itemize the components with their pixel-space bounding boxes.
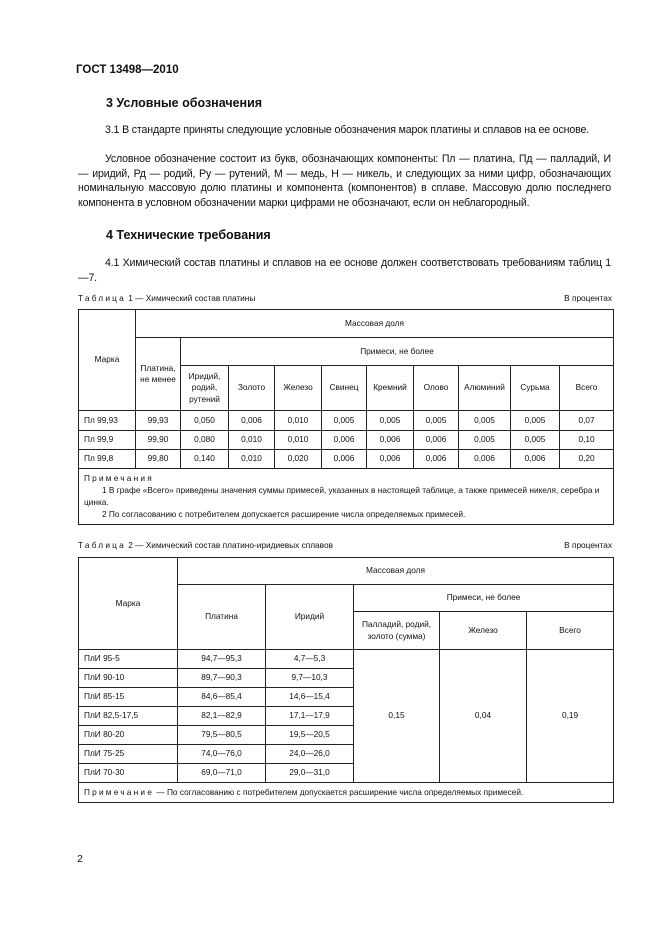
t1-cell: 0,010 <box>229 450 275 469</box>
t1-cell: 0,07 <box>560 411 614 431</box>
t1-cell: 99,93 <box>136 411 181 431</box>
t2-header-pd-rh-au: Палладий, родий, золото (сумма) <box>354 612 440 650</box>
t1-cell: 0,006 <box>414 450 459 469</box>
t2-cell: 17,1—17,9 <box>266 707 354 726</box>
t1-cell: 0,006 <box>367 450 414 469</box>
t2-header-iron: Железо <box>440 612 527 650</box>
t1-cell: 0,10 <box>560 431 614 450</box>
table-1-caption <box>78 293 255 303</box>
t1-header-col: Железо <box>275 366 322 411</box>
t1-cell: 0,005 <box>511 411 560 431</box>
t2-header-mark: Марка <box>79 558 178 650</box>
t1-cell: 0,005 <box>459 411 511 431</box>
t1-cell: 0,140 <box>181 450 229 469</box>
t2-cell: 29,0—31,0 <box>266 764 354 783</box>
t2-cell: 19,5—20,5 <box>266 726 354 745</box>
table-2-unit: В процентах <box>564 540 612 550</box>
t2-cell-mark: ПлИ 80-20 <box>79 726 178 745</box>
t2-cell: 94,7—95,3 <box>178 650 266 669</box>
t1-header-col: Алюминий <box>459 366 511 411</box>
t2-cell-total: 0,19 <box>527 650 614 783</box>
t2-cell: 89,7—90,3 <box>178 669 266 688</box>
t2-cell: 82,1—82,9 <box>178 707 266 726</box>
page-number: 2 <box>77 853 83 865</box>
table-1 <box>78 309 614 525</box>
t1-cell: 0,006 <box>322 431 367 450</box>
table-row <box>79 411 614 431</box>
t1-cell: 0,005 <box>414 411 459 431</box>
t1-header-mass-fraction: Массовая доля <box>136 310 614 338</box>
t1-cell-mark: Пл 99,93 <box>79 411 136 431</box>
table-1-caption-word: Таблица <box>78 293 126 303</box>
paragraph-4-1: 4.1 Химический состав платины и сплавов на ее основе должен соответствовать требованиям таблиц 1—7. <box>78 257 611 284</box>
t2-header-iridium: Иридий <box>266 585 354 650</box>
t1-cell: 0,006 <box>229 411 275 431</box>
t1-cell: 0,050 <box>181 411 229 431</box>
t1-note-2: 2 По согласованию с потребителем допускается расширение числа определяемых примесей. <box>102 509 466 519</box>
t1-cell: 99,80 <box>136 450 181 469</box>
t2-cell: 14,6—15,4 <box>266 688 354 707</box>
t2-cell: 9,7—10,3 <box>266 669 354 688</box>
table-2-caption <box>78 540 333 550</box>
t2-cell-mark: ПлИ 90-10 <box>79 669 178 688</box>
t2-cell-mark: ПлИ 82,5-17,5 <box>79 707 178 726</box>
t1-cell: 0,20 <box>560 450 614 469</box>
t2-cell-mark: ПлИ 95-5 <box>79 650 178 669</box>
table-row <box>79 450 614 469</box>
t2-note <box>79 783 614 803</box>
t1-cell: 0,006 <box>322 450 367 469</box>
t1-notes <box>79 469 614 525</box>
t1-cell: 0,005 <box>511 431 560 450</box>
paragraph-3-2: Условное обозначение состоит из букв, обозначающих компоненты: Пл — платина, Пд — палладий, И — иридий, Рд — родий, Ру — рутений, М — медь, Н — никель, и следующих за ними цифр, обозначающих номинальную массовую долю платины и компонента (компонентов) в сплаве. Массовую долю последнего компонента в условном обозначении марки цифрами не обозначают, если он неблагородный. <box>78 153 611 210</box>
t1-cell: 0,080 <box>181 431 229 450</box>
t1-header-col: Свинец <box>322 366 367 411</box>
t2-cell-mark: ПлИ 70-30 <box>79 764 178 783</box>
t1-cell: 0,006 <box>414 431 459 450</box>
t1-cell: 0,006 <box>367 431 414 450</box>
t2-cell: 4,7—5,3 <box>266 650 354 669</box>
t2-cell: 84,6—85,4 <box>178 688 266 707</box>
section-3-title: 3 Условные обозначения <box>106 96 263 110</box>
t2-note-heading: Примечание <box>84 787 155 797</box>
t2-cell-iron: 0,04 <box>440 650 527 783</box>
t2-note-text: — По согласованию с потребителем допускается расширение числа определяемых примесей. <box>154 787 524 797</box>
table-row <box>79 650 614 669</box>
table-row <box>79 431 614 450</box>
t1-header-platinum: Платина, не менее <box>136 338 181 411</box>
t1-header-col: Сурьма <box>511 366 560 411</box>
t1-cell: 0,005 <box>322 411 367 431</box>
t1-cell: 0,006 <box>459 450 511 469</box>
t2-header-total: Всего <box>527 612 614 650</box>
table-2-caption-word: Таблица <box>78 540 126 550</box>
t1-header-col: Иридий, родий, рутений <box>181 366 229 411</box>
t2-cell: 74,0—76,0 <box>178 745 266 764</box>
t2-cell: 79,5—80,5 <box>178 726 266 745</box>
paragraph-3-1: 3.1 В стандарте приняты следующие условные обозначения марок платины и сплавов на ее основе. <box>105 124 589 136</box>
t1-cell: 0,005 <box>459 431 511 450</box>
t1-header-impurities: Примеси, не более <box>181 338 614 366</box>
t1-cell: 0,010 <box>275 431 322 450</box>
t2-cell-mark: ПлИ 75-25 <box>79 745 178 764</box>
t1-cell-mark: Пл 99,8 <box>79 450 136 469</box>
table-2 <box>78 557 614 803</box>
t1-header-col: Золото <box>229 366 275 411</box>
t1-header-col: Кремний <box>367 366 414 411</box>
t1-cell: 0,020 <box>275 450 322 469</box>
t1-header-mark: Марка <box>79 310 136 411</box>
t1-cell: 0,010 <box>275 411 322 431</box>
t1-notes-heading: Примечания <box>84 473 154 483</box>
t2-header-impurities: Примеси, не более <box>354 585 614 612</box>
t1-cell: 0,005 <box>367 411 414 431</box>
t2-cell-pd-rh-au: 0,15 <box>354 650 440 783</box>
t1-cell: 99,90 <box>136 431 181 450</box>
t1-note-1: 1 В графе «Всего» приведены значения суммы примесей, указанных в настоящей таблице, а также примесей никеля, серебра и цинка. <box>84 485 600 507</box>
t2-cell: 69,0—71,0 <box>178 764 266 783</box>
t1-cell-mark: Пл 99,9 <box>79 431 136 450</box>
table-2-caption-text: 2 — Химический состав платино-иридиевых сплавов <box>128 540 333 550</box>
table-1-caption-text: 1 — Химический состав платины <box>128 293 256 303</box>
t1-cell: 0,006 <box>511 450 560 469</box>
t1-header-col: Всего <box>560 366 614 411</box>
t2-cell-mark: ПлИ 85-15 <box>79 688 178 707</box>
t1-cell: 0,010 <box>229 431 275 450</box>
t2-header-platinum: Платина <box>178 585 266 650</box>
t2-cell: 24,0—26,0 <box>266 745 354 764</box>
t1-header-col: Олово <box>414 366 459 411</box>
standard-code: ГОСТ 13498—2010 <box>76 64 179 76</box>
section-4-title: 4 Технические требования <box>106 228 271 242</box>
table-1-unit: В процентах <box>564 293 612 303</box>
t2-header-mass-fraction: Массовая доля <box>178 558 614 585</box>
